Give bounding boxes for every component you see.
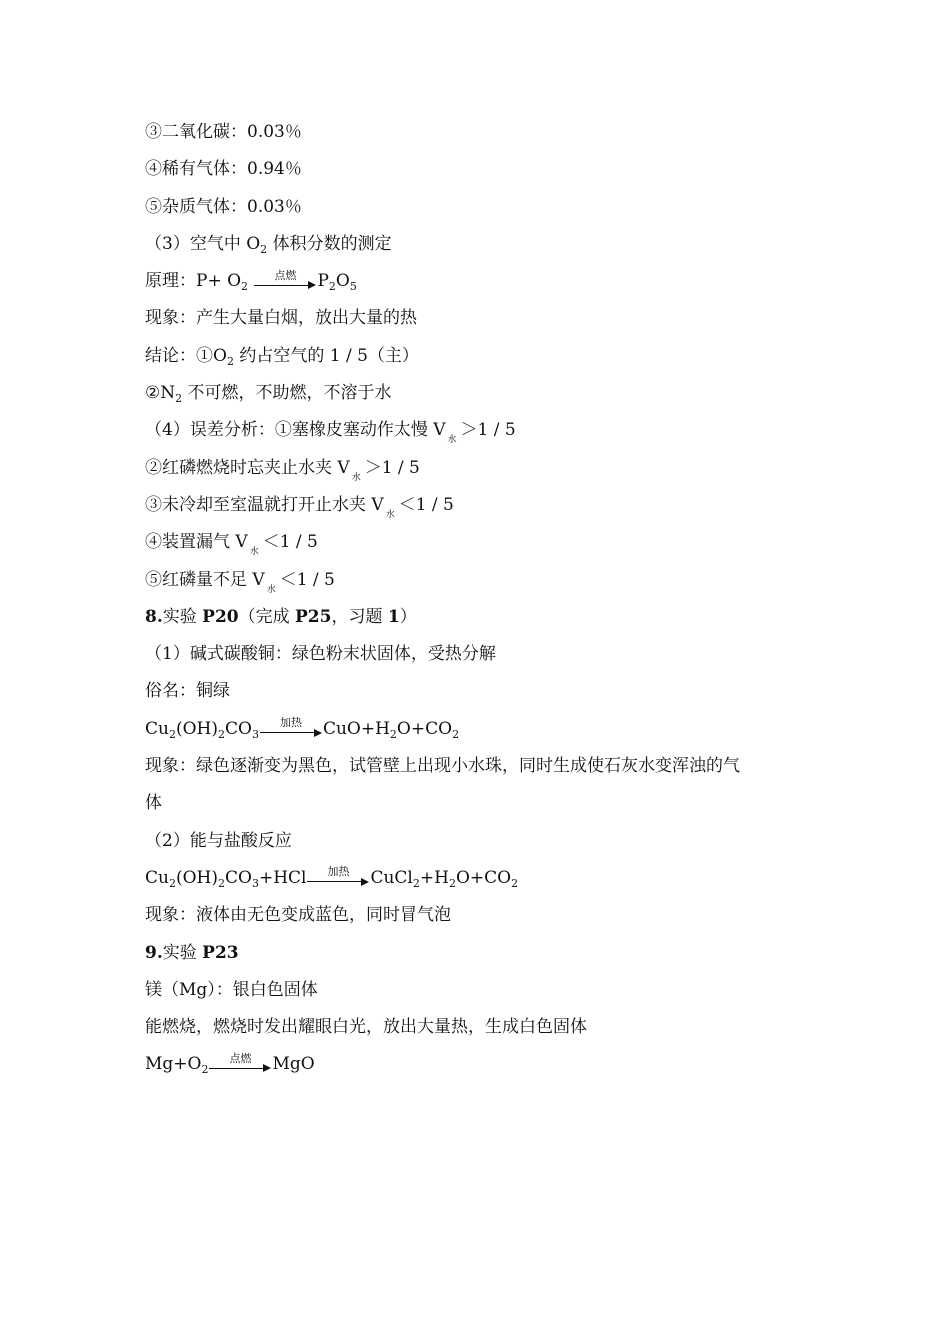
decomposition-phenomenon-line-1: 现象：绿色逐渐变为黑色，试管壁上出现小水珠，同时生成使石灰水变浑浊的气 xyxy=(145,756,740,777)
error-analysis-item-3: ③未冷却至室温就打开止水夹 V $_水$ ＜1 / 5 xyxy=(145,494,454,520)
error-analysis-item-1: （4）误差分析：①塞橡皮塞动作太慢 V $_水$ ＞1 / 5 xyxy=(145,420,516,446)
error-analysis-item-2: ②红磷燃烧时忘夹止水夹 V $_水$ ＞1 / 5 xyxy=(145,457,420,483)
reaction-arrow-icon: 点燃 xyxy=(209,1056,271,1074)
hcl-reaction-equation: $Cu_2(OH)_2CO_3+HCl$ 加热 $CuCl_2+H_2O+CO_2$ xyxy=(145,865,519,890)
error-analysis-item-4: ④装置漏气 V $_水$ ＜1 / 5 xyxy=(145,532,318,558)
o2-measurement-heading: （3）空气中 $O_2$ 体积分数的测定 xyxy=(145,233,392,256)
error-analysis-item-5: ⑤红磷量不足 V $_水$ ＜1 / 5 xyxy=(145,569,335,595)
experiment-9-heading: 9.实验 P23 xyxy=(145,942,239,963)
magnesium-desc-line: 镁（Mg）：银白色固体 xyxy=(145,979,318,1000)
air-rare-gas-line: ④稀有气体：0.94％ xyxy=(145,159,302,180)
reaction-arrow-icon: 加热 xyxy=(260,720,322,738)
n2-property-line: $②N_2$ 不可燃，不助燃，不溶于水 xyxy=(145,383,392,406)
air-impurity-line: ⑤杂质气体：0.03％ xyxy=(145,196,302,217)
experiment-8-heading: 8.实验 P20（完成 P25，习题 1） xyxy=(145,606,417,627)
air-co2-line: ③二氧化碳：0.03％ xyxy=(145,122,302,142)
principle-equation: 原理：$P+ O_2$ 点燃 $P_2O_5$ xyxy=(145,268,357,294)
phenomenon-line: 现象：产生大量白烟，放出大量的热 xyxy=(145,308,417,329)
document-page xyxy=(145,114,845,1084)
hcl-reaction-heading: （2）能与盐酸反应 xyxy=(145,830,292,851)
basic-copper-carbonate-line: （1）碱式碳酸铜：绿色粉末状固体，受热分解 xyxy=(145,644,496,665)
reaction-arrow-icon: 加热 xyxy=(307,869,369,887)
magnesium-equation: $Mg+O_2$ 点燃 MgO xyxy=(145,1051,315,1077)
reaction-arrow-icon: 点燃 xyxy=(254,273,316,291)
magnesium-burn-line: 能燃烧，燃烧时发出耀眼白光，放出大量热，生成白色固体 xyxy=(145,1017,587,1038)
conclusion-line: 结论：$①O_2$ 约占空气的 1 / 5（主） xyxy=(145,345,419,368)
decomposition-equation: $Cu_2(OH)_2CO_3$ 加热 $CuO+H_2O+CO_2$ xyxy=(145,716,460,741)
common-name-line: 俗名：铜绿 xyxy=(145,681,230,702)
hcl-phenomenon-line: 现象：液体由无色变成蓝色，同时冒气泡 xyxy=(145,905,451,926)
decomposition-phenomenon-line-2: 体 xyxy=(145,793,162,814)
